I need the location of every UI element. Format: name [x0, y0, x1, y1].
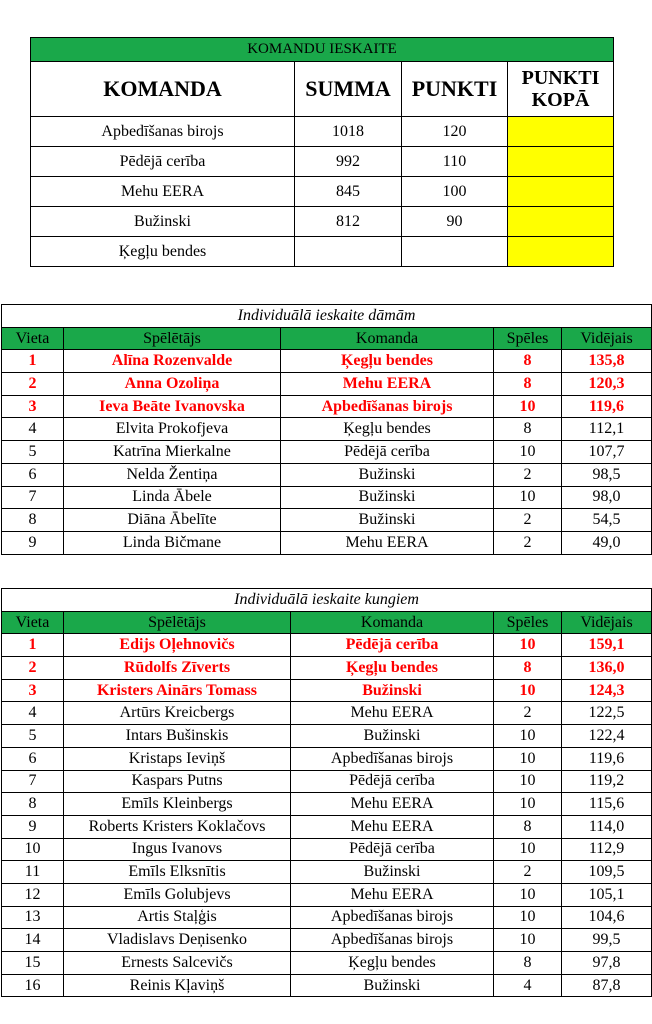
- team-cell: Mehu EERA: [291, 815, 494, 838]
- place-cell: 9: [2, 815, 64, 838]
- player-cell: Alīna Rozenvalde: [64, 350, 281, 373]
- games-cell: 8: [494, 373, 562, 396]
- team-cell: Bužinski: [291, 679, 494, 702]
- games-cell: 8: [494, 350, 562, 373]
- player-row: [2, 906, 652, 929]
- team-name: Ķegļu bendes: [31, 237, 295, 267]
- place-cell: 2: [2, 373, 64, 396]
- women-table-body: [2, 305, 652, 555]
- player-cell: Linda Ābele: [64, 486, 281, 509]
- team-cell: Ķegļu bendes: [281, 350, 494, 373]
- team-sum: 812: [295, 207, 402, 237]
- team-header-row: [31, 62, 614, 117]
- player-cell: Ieva Beāte Ivanovska: [64, 395, 281, 418]
- average-cell: 115,6: [562, 793, 652, 816]
- place-cell: 4: [2, 418, 64, 441]
- place-cell: 8: [2, 509, 64, 532]
- average-cell: 109,5: [562, 861, 652, 884]
- average-cell: 104,6: [562, 906, 652, 929]
- player-row: [2, 418, 652, 441]
- games-cell: 2: [494, 509, 562, 532]
- men-header-row: [2, 611, 652, 634]
- place-cell: 6: [2, 747, 64, 770]
- place-cell: 3: [2, 395, 64, 418]
- games-cell: 2: [494, 463, 562, 486]
- player-cell: Ernests Salcevičs: [64, 952, 291, 975]
- team-cell: Bužinski: [291, 974, 494, 997]
- women-individual-table: [1, 304, 652, 555]
- average-cell: 119,6: [562, 395, 652, 418]
- team-cell: Mehu EERA: [291, 793, 494, 816]
- women-table-caption: Individuālā ieskaite dāmām: [2, 305, 652, 328]
- player-row: [2, 634, 652, 657]
- games-cell: 10: [494, 679, 562, 702]
- player-cell: Emīls Golubjevs: [64, 883, 291, 906]
- player-row: [2, 952, 652, 975]
- games-cell: 2: [494, 531, 562, 554]
- team-cell: Apbedīšanas birojs: [291, 906, 494, 929]
- average-cell: 98,0: [562, 486, 652, 509]
- player-cell: Artūrs Kreicbergs: [64, 702, 291, 725]
- team-total: [508, 117, 614, 147]
- player-row: [2, 770, 652, 793]
- player-row: [2, 929, 652, 952]
- games-cell: 10: [494, 770, 562, 793]
- team-cell: Ķegļu bendes: [291, 657, 494, 680]
- team-cell: Pēdējā cerība: [291, 634, 494, 657]
- games-cell: 2: [494, 702, 562, 725]
- place-cell: 2: [2, 657, 64, 680]
- header-videjais: Vidējais: [562, 327, 652, 350]
- team-cell: Apbedīšanas birojs: [291, 747, 494, 770]
- team-cell: Bužinski: [281, 509, 494, 532]
- team-table-title: KOMANDU IESKAITE: [31, 38, 614, 62]
- average-cell: 87,8: [562, 974, 652, 997]
- team-standings-table: [30, 37, 614, 267]
- games-cell: 10: [494, 793, 562, 816]
- games-cell: 10: [494, 747, 562, 770]
- player-row: [2, 373, 652, 396]
- average-cell: 122,5: [562, 702, 652, 725]
- header-videjais: Vidējais: [562, 611, 652, 634]
- average-cell: 119,6: [562, 747, 652, 770]
- team-points: 90: [402, 207, 508, 237]
- header-punkti: PUNKTI: [402, 62, 508, 117]
- place-cell: 5: [2, 441, 64, 464]
- player-row: [2, 725, 652, 748]
- place-cell: 15: [2, 952, 64, 975]
- team-points: 120: [402, 117, 508, 147]
- team-row: [31, 237, 614, 267]
- games-cell: 10: [494, 395, 562, 418]
- player-row: [2, 861, 652, 884]
- player-cell: Katrīna Mierkalne: [64, 441, 281, 464]
- player-cell: Kaspars Putns: [64, 770, 291, 793]
- player-row: [2, 441, 652, 464]
- place-cell: 12: [2, 883, 64, 906]
- team-cell: Mehu EERA: [291, 883, 494, 906]
- games-cell: 8: [494, 418, 562, 441]
- team-cell: Pēdējā cerība: [291, 770, 494, 793]
- player-cell: Edijs Oļehnovičs: [64, 634, 291, 657]
- team-cell: Mehu EERA: [281, 531, 494, 554]
- place-cell: 1: [2, 350, 64, 373]
- team-cell: Pēdējā cerība: [281, 441, 494, 464]
- average-cell: 120,3: [562, 373, 652, 396]
- place-cell: 6: [2, 463, 64, 486]
- team-row: [31, 117, 614, 147]
- player-cell: Linda Bičmane: [64, 531, 281, 554]
- player-cell: Kristaps Ieviņš: [64, 747, 291, 770]
- player-row: [2, 395, 652, 418]
- player-cell: Reinis Kļaviņš: [64, 974, 291, 997]
- men-caption-row: [2, 589, 652, 612]
- average-cell: 112,1: [562, 418, 652, 441]
- player-row: [2, 531, 652, 554]
- player-cell: Emīls Kleinbergs: [64, 793, 291, 816]
- team-points: [402, 237, 508, 267]
- team-cell: Bužinski: [281, 486, 494, 509]
- average-cell: 107,7: [562, 441, 652, 464]
- place-cell: 16: [2, 974, 64, 997]
- average-cell: 97,8: [562, 952, 652, 975]
- player-cell: Emīls Elksnītis: [64, 861, 291, 884]
- player-cell: Anna Ozoliņa: [64, 373, 281, 396]
- team-cell: Mehu EERA: [291, 702, 494, 725]
- men-table-body: [2, 589, 652, 997]
- games-cell: 10: [494, 883, 562, 906]
- header-komanda: Komanda: [281, 327, 494, 350]
- games-cell: 8: [494, 657, 562, 680]
- average-cell: 49,0: [562, 531, 652, 554]
- place-cell: 8: [2, 793, 64, 816]
- player-row: [2, 838, 652, 861]
- games-cell: 10: [494, 906, 562, 929]
- header-vieta: Vieta: [2, 327, 64, 350]
- team-row: [31, 147, 614, 177]
- header-komanda: KOMANDA: [31, 62, 295, 117]
- player-cell: Intars Bušinskis: [64, 725, 291, 748]
- header-speles: Spēles: [494, 327, 562, 350]
- team-name: Apbedīšanas birojs: [31, 117, 295, 147]
- player-row: [2, 657, 652, 680]
- player-row: [2, 509, 652, 532]
- average-cell: 105,1: [562, 883, 652, 906]
- games-cell: 10: [494, 634, 562, 657]
- team-cell: Apbedīšanas birojs: [281, 395, 494, 418]
- player-row: [2, 883, 652, 906]
- team-total: [508, 207, 614, 237]
- games-cell: 10: [494, 441, 562, 464]
- average-cell: 112,9: [562, 838, 652, 861]
- team-points: 110: [402, 147, 508, 177]
- player-cell: Artis Staļģis: [64, 906, 291, 929]
- average-cell: 122,4: [562, 725, 652, 748]
- average-cell: 124,3: [562, 679, 652, 702]
- header-speles: Spēles: [494, 611, 562, 634]
- place-cell: 11: [2, 861, 64, 884]
- men-individual-table: [1, 588, 652, 997]
- men-table-caption: Individuālā ieskaite kungiem: [2, 589, 652, 612]
- place-cell: 7: [2, 486, 64, 509]
- player-cell: Roberts Kristers Koklačovs: [64, 815, 291, 838]
- games-cell: 4: [494, 974, 562, 997]
- team-total: [508, 237, 614, 267]
- average-cell: 136,0: [562, 657, 652, 680]
- games-cell: 10: [494, 725, 562, 748]
- team-sum: 1018: [295, 117, 402, 147]
- player-cell: Vladislavs Deņisenko: [64, 929, 291, 952]
- average-cell: 119,2: [562, 770, 652, 793]
- games-cell: 2: [494, 861, 562, 884]
- place-cell: 9: [2, 531, 64, 554]
- team-row: [31, 207, 614, 237]
- team-cell: Bužinski: [291, 725, 494, 748]
- team-cell: Bužinski: [281, 463, 494, 486]
- women-caption-row: [2, 305, 652, 328]
- player-row: [2, 463, 652, 486]
- header-summa: SUMMA: [295, 62, 402, 117]
- team-name: Bužinski: [31, 207, 295, 237]
- player-row: [2, 793, 652, 816]
- place-cell: 13: [2, 906, 64, 929]
- games-cell: 8: [494, 952, 562, 975]
- team-cell: Bužinski: [291, 861, 494, 884]
- player-row: [2, 350, 652, 373]
- header-speletajs: Spēlētājs: [64, 327, 281, 350]
- player-cell: Kristers Ainārs Tomass: [64, 679, 291, 702]
- average-cell: 114,0: [562, 815, 652, 838]
- team-cell: Ķegļu bendes: [291, 952, 494, 975]
- women-header-row: [2, 327, 652, 350]
- team-points: 100: [402, 177, 508, 207]
- team-sum: 992: [295, 147, 402, 177]
- header-komanda: Komanda: [291, 611, 494, 634]
- player-cell: Nelda Žentiņa: [64, 463, 281, 486]
- team-sum: 845: [295, 177, 402, 207]
- place-cell: 14: [2, 929, 64, 952]
- games-cell: 10: [494, 486, 562, 509]
- team-title-row: [31, 38, 614, 62]
- header-speletajs: Spēlētājs: [64, 611, 291, 634]
- team-total: [508, 147, 614, 177]
- team-cell: Pēdējā cerība: [291, 838, 494, 861]
- place-cell: 1: [2, 634, 64, 657]
- player-row: [2, 747, 652, 770]
- team-row: [31, 177, 614, 207]
- place-cell: 5: [2, 725, 64, 748]
- average-cell: 54,5: [562, 509, 652, 532]
- player-row: [2, 815, 652, 838]
- team-cell: Ķegļu bendes: [281, 418, 494, 441]
- team-cell: Mehu EERA: [281, 373, 494, 396]
- player-cell: Rūdolfs Zīverts: [64, 657, 291, 680]
- average-cell: 99,5: [562, 929, 652, 952]
- player-row: [2, 702, 652, 725]
- games-cell: 10: [494, 838, 562, 861]
- average-cell: 98,5: [562, 463, 652, 486]
- place-cell: 7: [2, 770, 64, 793]
- player-row: [2, 974, 652, 997]
- team-total: [508, 177, 614, 207]
- header-punkti-kopa: PUNKTI KOPĀ: [508, 62, 614, 117]
- team-sum: [295, 237, 402, 267]
- player-row: [2, 679, 652, 702]
- place-cell: 3: [2, 679, 64, 702]
- games-cell: 10: [494, 929, 562, 952]
- player-cell: Diāna Ābelīte: [64, 509, 281, 532]
- place-cell: 4: [2, 702, 64, 725]
- team-name: Mehu EERA: [31, 177, 295, 207]
- header-vieta: Vieta: [2, 611, 64, 634]
- average-cell: 135,8: [562, 350, 652, 373]
- player-cell: Ingus Ivanovs: [64, 838, 291, 861]
- player-row: [2, 486, 652, 509]
- team-name: Pēdējā cerība: [31, 147, 295, 177]
- games-cell: 8: [494, 815, 562, 838]
- average-cell: 159,1: [562, 634, 652, 657]
- team-cell: Apbedīšanas birojs: [291, 929, 494, 952]
- player-cell: Elvita Prokofjeva: [64, 418, 281, 441]
- place-cell: 10: [2, 838, 64, 861]
